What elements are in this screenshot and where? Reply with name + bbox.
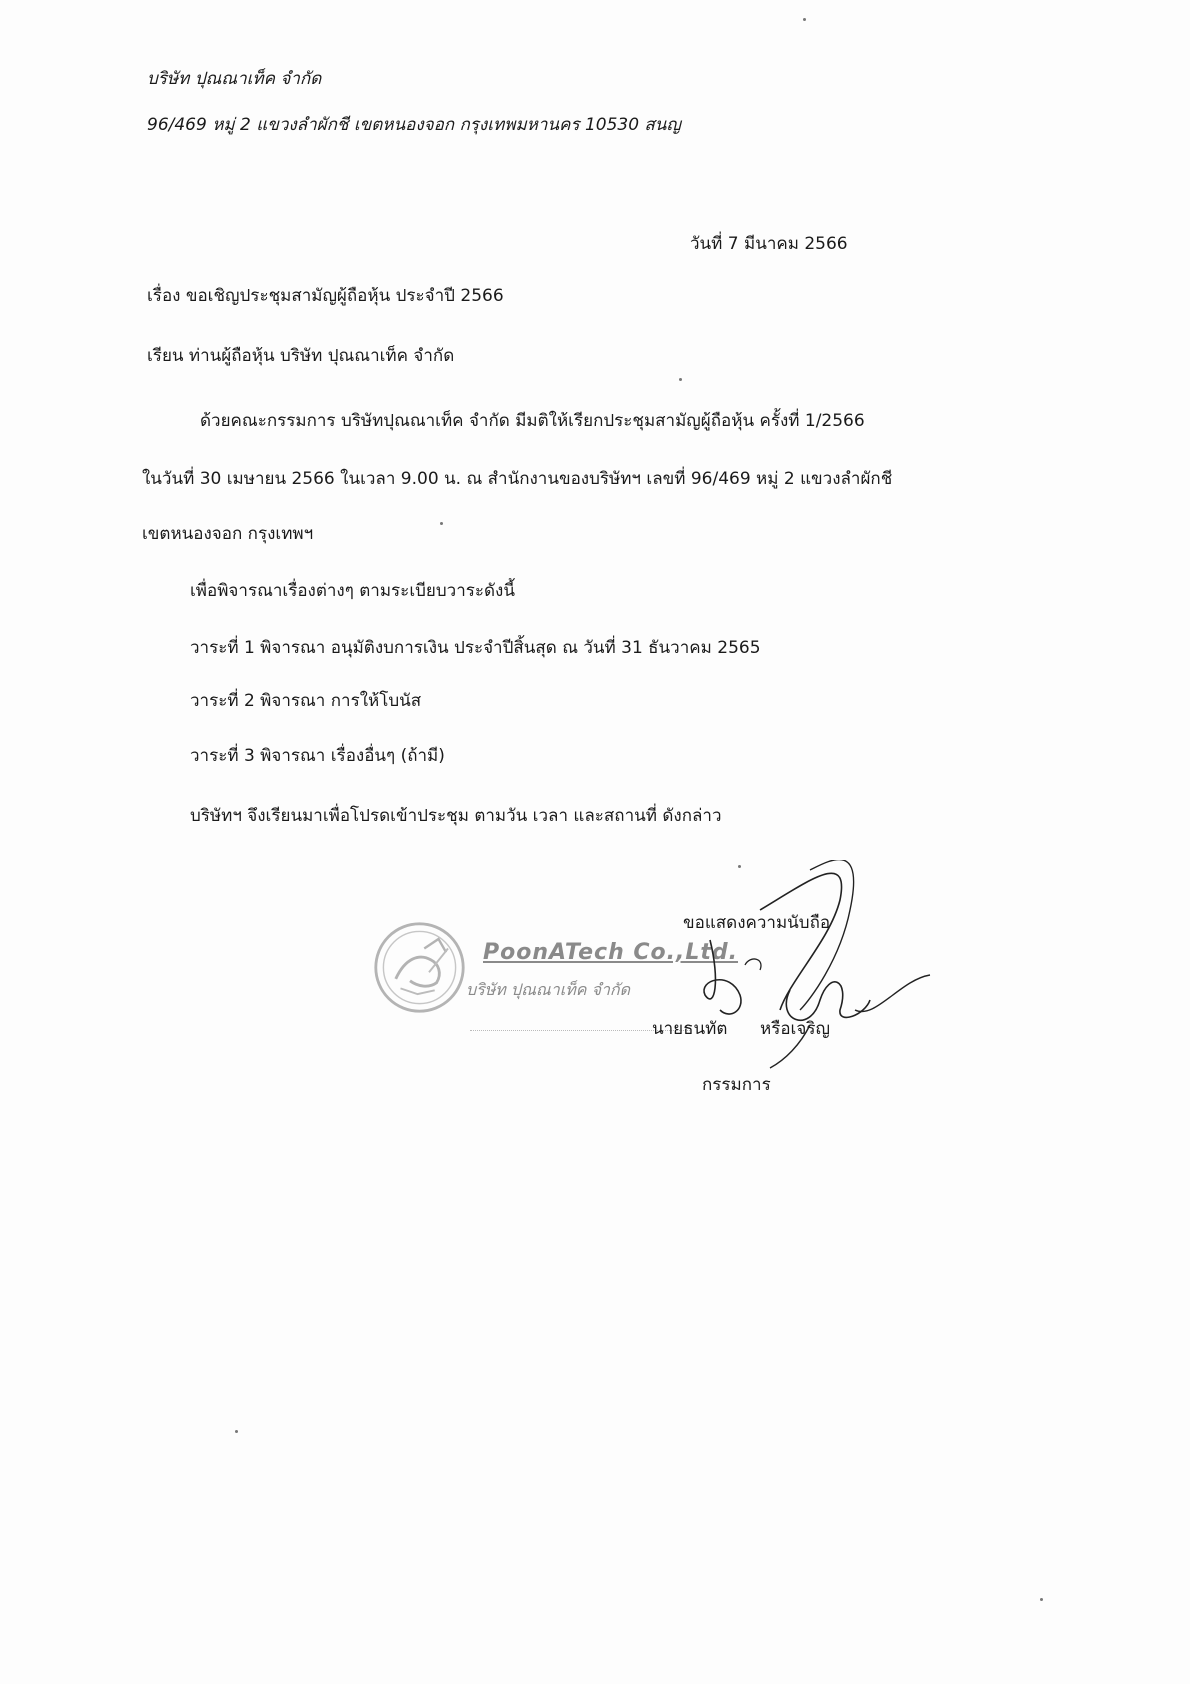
letterhead-company: บริษัท ปุณณาเท็ค จำกัด (147, 69, 322, 89)
body-line-2: ในวันที่ 30 เมษายน 2566 ในเวลา 9.00 น. ณ สำนักงานของบริษัทฯ เลขที่ 96/469 หมู่ 2 แขวงลำผักชี (142, 469, 893, 489)
signer-first-name: นายธนทัต (652, 1019, 728, 1039)
scan-speck (235, 1430, 238, 1433)
signer-last-name: หรือเจริญ (760, 1019, 830, 1039)
stamp-thai-name: บริษัท ปุณณาเท็ค จำกัด (466, 980, 630, 999)
letterhead-address: 96/469 หมู่ 2 แขวงลำผักชี เขตหนองจอก กรุงเทพมหานคร 10530 สนญ (147, 115, 681, 135)
body-line-3: เขตหนองจอก กรุงเทพฯ (142, 524, 314, 544)
scan-speck (679, 378, 682, 381)
agenda-item-2: วาระที่ 2 พิจารณา การให้โบนัส (190, 691, 422, 711)
scan-speck (1040, 1598, 1043, 1601)
letter-date: วันที่ 7 มีนาคม 2566 (690, 234, 848, 254)
letter-subject: เรื่อง ขอเชิญประชุมสามัญผู้ถือหุ้น ประจำปี 2566 (147, 286, 504, 306)
stamp-english-name: PoonATech Co.,Ltd. (483, 940, 739, 965)
body-line-1: ด้วยคณะกรรมการ บริษัทปุณณาเท็ค จำกัด มีมติให้เรียกประชุมสามัญผู้ถือหุ้น ครั้งที่ 1/2566 (200, 411, 865, 431)
scan-speck (738, 865, 741, 868)
agenda-item-3: วาระที่ 3 พิจารณา เรื่องอื่นๆ (ถ้ามี) (190, 746, 445, 766)
agenda-intro: เพื่อพิจารณาเรื่องต่างๆ ตามระเบียบวาระดังนี้ (190, 581, 515, 601)
agenda-item-1: วาระที่ 1 พิจารณา อนุมัติงบการเงิน ประจำปีสิ้นสุด ณ วันที่ 31 ธันวาคม 2565 (190, 638, 761, 658)
signature-regards: ขอแสดงความนับถือ (683, 913, 831, 933)
signer-position: กรรมการ (702, 1075, 771, 1095)
scan-speck (803, 18, 806, 21)
company-seal-icon (372, 920, 467, 1015)
scan-speck (440, 522, 443, 525)
letter-salutation: เรียน ท่านผู้ถือหุ้น บริษัท ปุณณาเท็ค จำกัด (147, 346, 455, 366)
agenda-closing: บริษัทฯ จึงเรียนมาเพื่อโปรดเข้าประชุม ตามวัน เวลา และสถานที่ ดังกล่าว (190, 806, 722, 826)
